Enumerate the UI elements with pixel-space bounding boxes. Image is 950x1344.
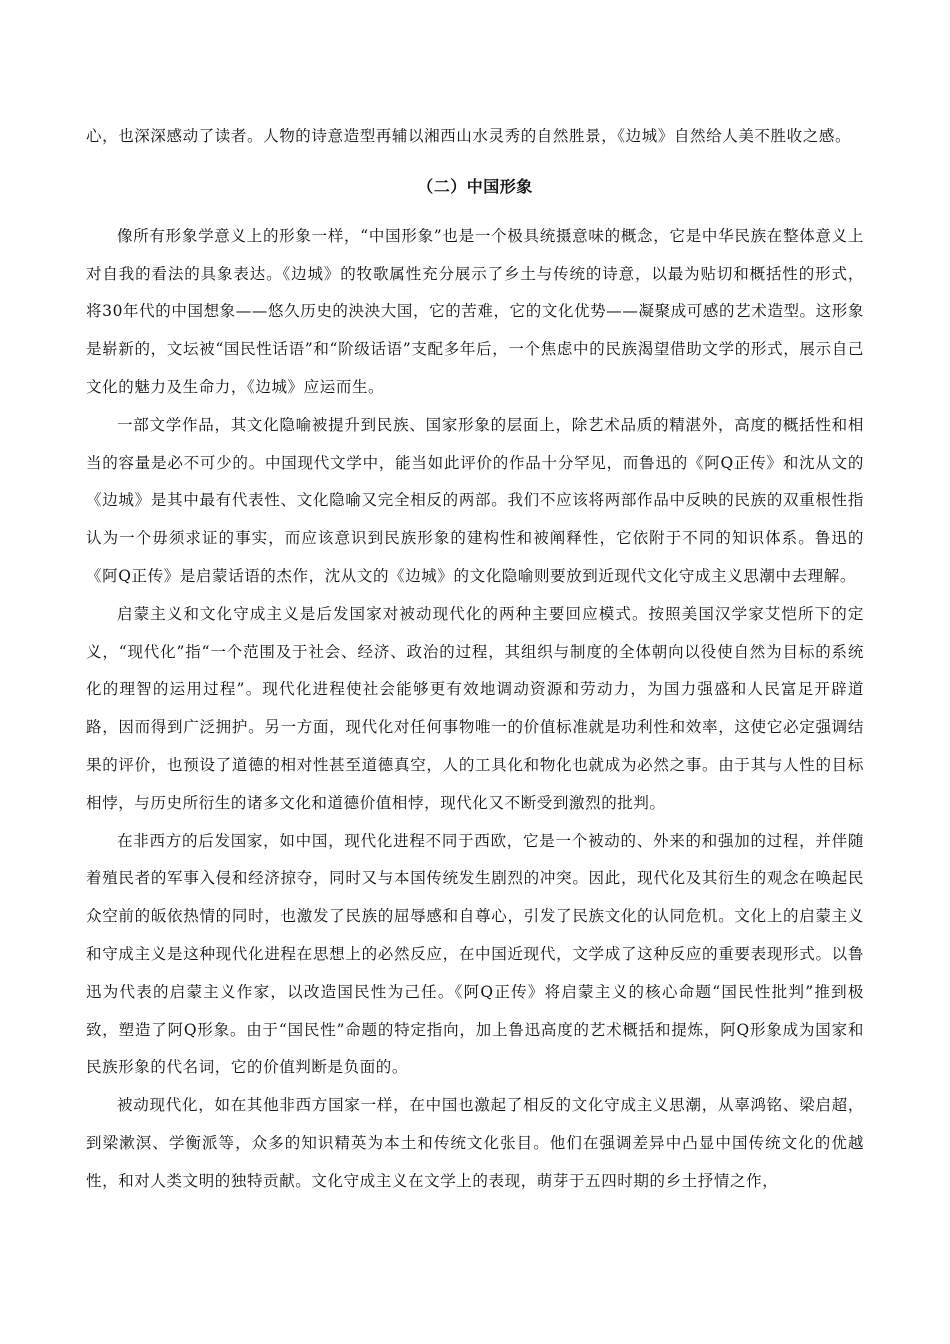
document-page [86, 118, 864, 1201]
paragraph-4: 在非西方的后发国家，如中国，现代化进程不同于西欧，它是一个被动的、外来的和强加的过程，并伴随着殖民者的军事入侵和经济掠夺，同时又与本国传统发生剧烈的冲突。因此，现代化及其衍生的观念在唤起民众空前的皈依热情的同时，也激发了民族的屈辱感和自尊心，引发了民族文化的认同危机。文化上的启蒙主义和守成主义是这种现代化进程在思想上的必然反应，在中国近现代，文学成了这种反应的重要表现形式。以鲁迅为代表的启蒙主义作家，以改造国民性为己任。《阿Q正传》将启蒙主义的核心命题“国民性批判”推到极致，塑造了阿Q形象。由于“国民性”命题的特定指向，加上鲁迅高度的艺术概括和提炼，阿Q形象成为国家和民族形象的代名词，它的价值判断是负面的。 [86, 831, 864, 1077]
paragraph-1: 像所有形象学意义上的形象一样，“中国形象”也是一个极具统摄意味的概念，它是中华民族在整体意义上对自我的看法的具象表达。《边城》的牧歌属性充分展示了乡土与传统的诗意，以最为贴切和概括性的形式，将30年代的中国想象——悠久历史的泱泱大国，它的苦难，它的文化优势——凝聚成可感的艺术造型。这形象是崭新的，文坛被“国民性话语”和“阶级话语”支配多年后，一个焦虑中的民族渴望借助文学的形式，展示自己文化的魅力及生命力，《边城》应运而生。 [86, 226, 864, 396]
section-heading: （二）中国形象 [417, 176, 533, 196]
continuation-paragraph: 心，也深深感动了读者。人物的诗意造型再辅以湘西山水灵秀的自然胜景，《边城》自然给人美不胜收之感。 [86, 127, 852, 145]
paragraph-2: 一部文学作品，其文化隐喻被提升到民族、国家形象的层面上，除艺术品质的精湛外，高度的概括性和相当的容量是必不可少的。中国现代文学中，能当如此评价的作品十分罕见，而鲁迅的《阿Q正传》和沈从文的《边城》是其中最有代表性、文化隐喻又完全相反的两部。我们不应该将两部作品中反映的民族的双重根性指认为一个毋须求证的事实，而应该意识到民族形象的建构性和被阐释性，它依附于不同的知识体系。鲁迅的《阿Q正传》是启蒙话语的杰作，沈从文的《边城》的文化隐喻则要放到近现代文化守成主义思潮中去理解。 [86, 415, 864, 585]
paragraph-3: 启蒙主义和文化守成主义是后发国家对被动现代化的两种主要回应模式。按照美国汉学家艾恺所下的定义，“现代化”指“一个范围及于社会、经济、政治的过程，其组织与制度的全体朝向以役使自然为目标的系统化的理智的运用过程”。现代化进程使社会能够更有效地调动资源和劳动力，为国力强盛和人民富足开辟道路，因而得到广泛拥护。另一方面，现代化对任何事物唯一的价值标准就是功利性和效率，这使它必定强调结果的评价，也预设了道德的相对性甚至道德真空，人的工具化和物化也就成为必然之事。由于其与人性的目标相悖，与历史所衍生的诸多文化和道德价值相悖，现代化又不断受到激烈的批判。 [86, 604, 864, 812]
paragraph-5: 被动现代化，如在其他非西方国家一样，在中国也激起了相反的文化守成主义思潮，从辜鸿铭、梁启超，到梁漱溟、学衡派等，众多的知识精英为本土和传统文化张目。他们在强调差异中凸显中国传统文化的优越性，和对人类文明的独特贡献。文化守成主义在文学上的表现，萌芽于五四时期的乡土抒情之作， [86, 1096, 864, 1190]
